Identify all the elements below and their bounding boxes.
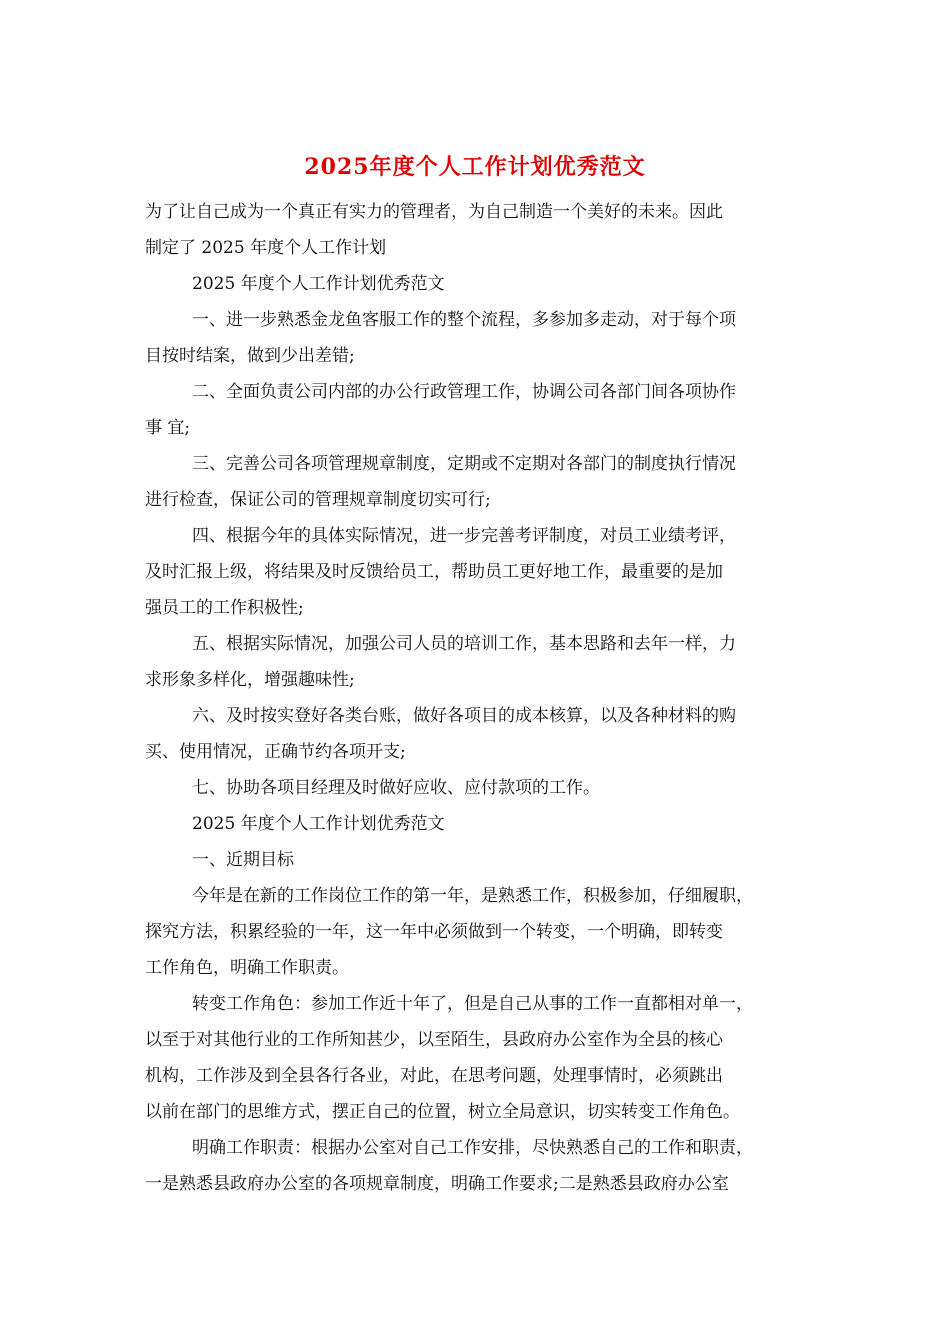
text-line: 五、根据实际情况，加强公司人员的培训工作，基本思路和去年一样，力: [192, 634, 736, 654]
text-line: 及时汇报上级，将结果及时反馈给员工，帮助员工更好地工作，最重要的是加: [145, 562, 723, 582]
text-line: 事 宜;: [145, 418, 191, 438]
text-line: 以前在部门的思维方式，摆正自己的位置，树立全局意识，切实转变工作角色。: [145, 1102, 740, 1122]
text-line: 买、使用情况，正确节约各项开支;: [145, 742, 406, 762]
text-line: 求形象多样化，增强趣味性;: [145, 670, 355, 690]
text-line: 探究方法，积累经验的一年，这一年中必须做到一个转变，一个明确，即转变: [145, 922, 723, 942]
text-line: 机构，工作涉及到全县各行各业，对此，在思考问题，处理事情时，必须跳出: [145, 1066, 723, 1086]
text-line: 目按时结案，做到少出差错;: [145, 346, 355, 366]
section-heading: 2025 年度个人工作计划优秀范文: [192, 274, 445, 294]
text-line: 六、及时按实登好各类台账，做好各项目的成本核算，以及各种材料的购: [192, 706, 736, 726]
text-line: 为了让自己成为一个真正有实力的管理者，为自己制造一个美好的未来。因此: [145, 202, 723, 222]
text-line: 制定了 2025 年度个人工作计划: [145, 238, 387, 258]
text-line: 今年是在新的工作岗位工作的第一年，是熟悉工作，积极参加，仔细履职，: [192, 886, 753, 906]
text-line: 四、根据今年的具体实际情况，进一步完善考评制度，对员工业绩考评，: [192, 526, 736, 546]
text-line: 强员工的工作积极性;: [145, 598, 304, 618]
text-line: 三、完善公司各项管理规章制度，定期或不定期对各部门的制度执行情况: [192, 454, 736, 474]
section-heading: 2025 年度个人工作计划优秀范文: [192, 814, 445, 834]
text-line: 转变工作角色：参加工作近十年了，但是自己从事的工作一直都相对单一，: [192, 994, 753, 1014]
text-line: 七、协助各项目经理及时做好应收、应付款项的工作。: [192, 778, 600, 798]
text-line: 明确工作职责：根据办公室对自己工作安排，尽快熟悉自己的工作和职责，: [192, 1138, 753, 1158]
subsection-heading: 一、近期目标: [192, 850, 294, 870]
text-line: 一、进一步熟悉金龙鱼客服工作的整个流程，多参加多走动，对于每个项: [192, 310, 736, 330]
text-line: 一是熟悉县政府办公室的各项规章制度，明确工作要求;二是熟悉县政府办公室: [145, 1174, 729, 1194]
text-line: 进行检查，保证公司的管理规章制度切实可行;: [145, 490, 491, 510]
text-line: 以至于对其他行业的工作所知甚少，以至陌生，县政府办公室作为全县的核心: [145, 1030, 723, 1050]
document-title: 2025年度个人工作计划优秀范文: [304, 154, 646, 180]
text-line: 工作角色，明确工作职责。: [145, 958, 349, 978]
text-line: 二、全面负责公司内部的办公行政管理工作，协调公司各部门间各项协作: [192, 382, 736, 402]
